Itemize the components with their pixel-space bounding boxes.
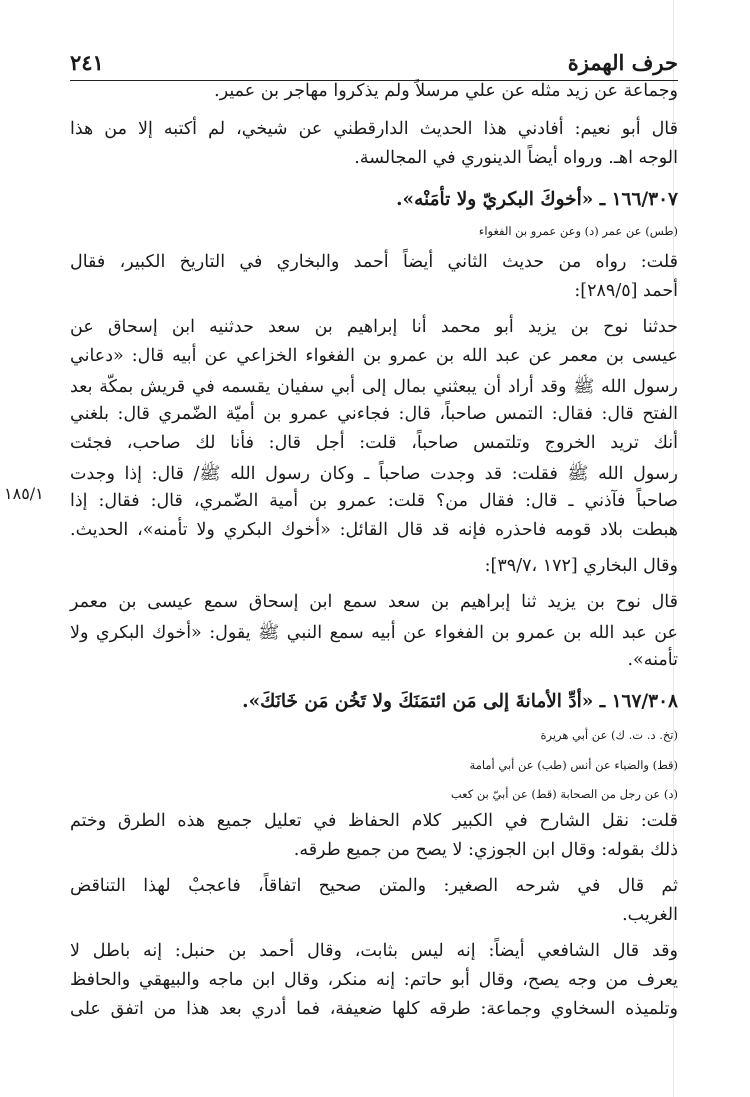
text-line: أحمد [٢٨٩/٥]: (574, 281, 678, 301)
text-line: قال أبو نعيم: أفادني هذا الحديث الدارقطني عن شيخي، لم أكتبه إلا من هذا (70, 119, 678, 139)
text-line: ذلك بقوله: وقال ابن الجوزي: لا يصح من جميع طرقه. (293, 840, 678, 860)
margin-reference: ١٨٥/١ (4, 484, 44, 503)
hadith-heading: ١٦٧/٣٠٨ ـ «أدِّ الأمانةَ إلى مَن ائتمَنَكَ ولا تَخُن مَن خَانَكَ». (242, 691, 678, 712)
text-line: قلت: رواه من حديث الثاني أيضاً أحمد والبخاري في التاريخ الكبير، فقال (70, 252, 678, 272)
text-line: الغريب. (622, 905, 678, 925)
text-line: صاحباً فآذني ـ قال: فقال من؟ قلت: عمرو بن أمية الضّمري، قال: فقال: إذا (70, 491, 678, 511)
source-reference: (طس) عن عمر (د) وعن عمرو بن الفغواء (478, 224, 678, 238)
text-line: عن عبد الله بن عمرو بن الفغواء عن أبيه سمع النبي ﷺ يقول: «أخوك البكري ولا (70, 623, 678, 643)
text-line: أنك تريد الخروج وتلتمس صاحباً، قلت: أجل قال: فأنا لك صاحب، فجئت (70, 433, 678, 453)
source-reference: (قط) والضياء عن أنس (طب) عن أبي أمامة (469, 758, 678, 772)
chapter-title: حرف الهمزة (567, 50, 678, 75)
text-line: وقد قال الشافعي أيضاً: إنه ليس بثابت، وقال أحمد بن حنبل: إنه باطل لا (70, 941, 678, 961)
page-number: ٢٤١ (70, 50, 104, 75)
page-header (70, 46, 678, 81)
source-reference: (تخ. د. ت. ك) عن أبي هريرة (540, 728, 678, 742)
text-line: الفتح قال: فقال: التمس صاحباً، قال: فجاءني عمرو بن أميّة الضّمري قال: بلغني (70, 404, 678, 424)
text-line: ثم قال في شرحه الصغير: والمتن صحيح اتفاقاً، فاعجبْ لهذا التناقض (70, 876, 678, 896)
text-line: الوجه اهـ. ورواه أيضاً الدينوري في المجالسة. (354, 148, 678, 168)
text-line: عيسى بن معمر عن عبد الله بن عمرو بن الفغواء الخزاعي عن أبيه قال: «دعاني (70, 346, 678, 366)
text-line: رسول الله ﷺ وقد أراد أن يبعثني بمال إلى أبي سفيان يقسمه في قريش بمكّة بعد (70, 377, 678, 397)
source-reference: (د) عن رجل من الصحابة (قط) عن أبيّ بن كعب (450, 787, 678, 801)
text-line: وجماعة عن زيد مثله عن علي مرسلاً ولم يذكروا مهاجر بن عمير. (214, 81, 678, 101)
book-page (4, 0, 678, 1097)
text-line: يعرف من وجه يصح، وقال أبو حاتم: إنه منكر، وقال ابن ماجه والبيهقي والحافظ (70, 970, 678, 990)
hadith-heading: ١٦٦/٣٠٧ ـ «أخوكَ البكريّ ولا تأمَنْه». (396, 189, 678, 210)
text-line: قلت: نقل الشارح في الكبير كلام الحفاظ في تعليل جميع هذه الطرق وختم (70, 811, 678, 831)
text-line: وقال البخاري [١٧٢ ،٣٩/٧]: (484, 556, 678, 576)
text-line: قال نوح بن يزيد ثنا إبراهيم بن سعد سمع ابن إسحاق سمع عيسى بن معمر (70, 592, 678, 612)
text-line: هبطت بلاد قومه فاحذره فإنه قد قال القائل: «أخوك البكري ولا تأمنه»، الحديث. (70, 520, 678, 540)
text-line: حدثنا نوح بن يزيد أبو محمد أنا إبراهيم بن سعد حدثنيه ابن إسحاق عن (70, 317, 678, 337)
text-line: رسول الله ﷺ فقلت: قد وجدت صاحباً ـ وكان رسول الله ﷺ/ قال: إذا وجدت (70, 464, 678, 484)
text-line: تأمنه». (627, 650, 678, 670)
text-line: وتلميذه السخاوي وجماعة: طرقه كلها ضعيفة، فما أدري بعد هذا من اتفق على (70, 999, 678, 1019)
